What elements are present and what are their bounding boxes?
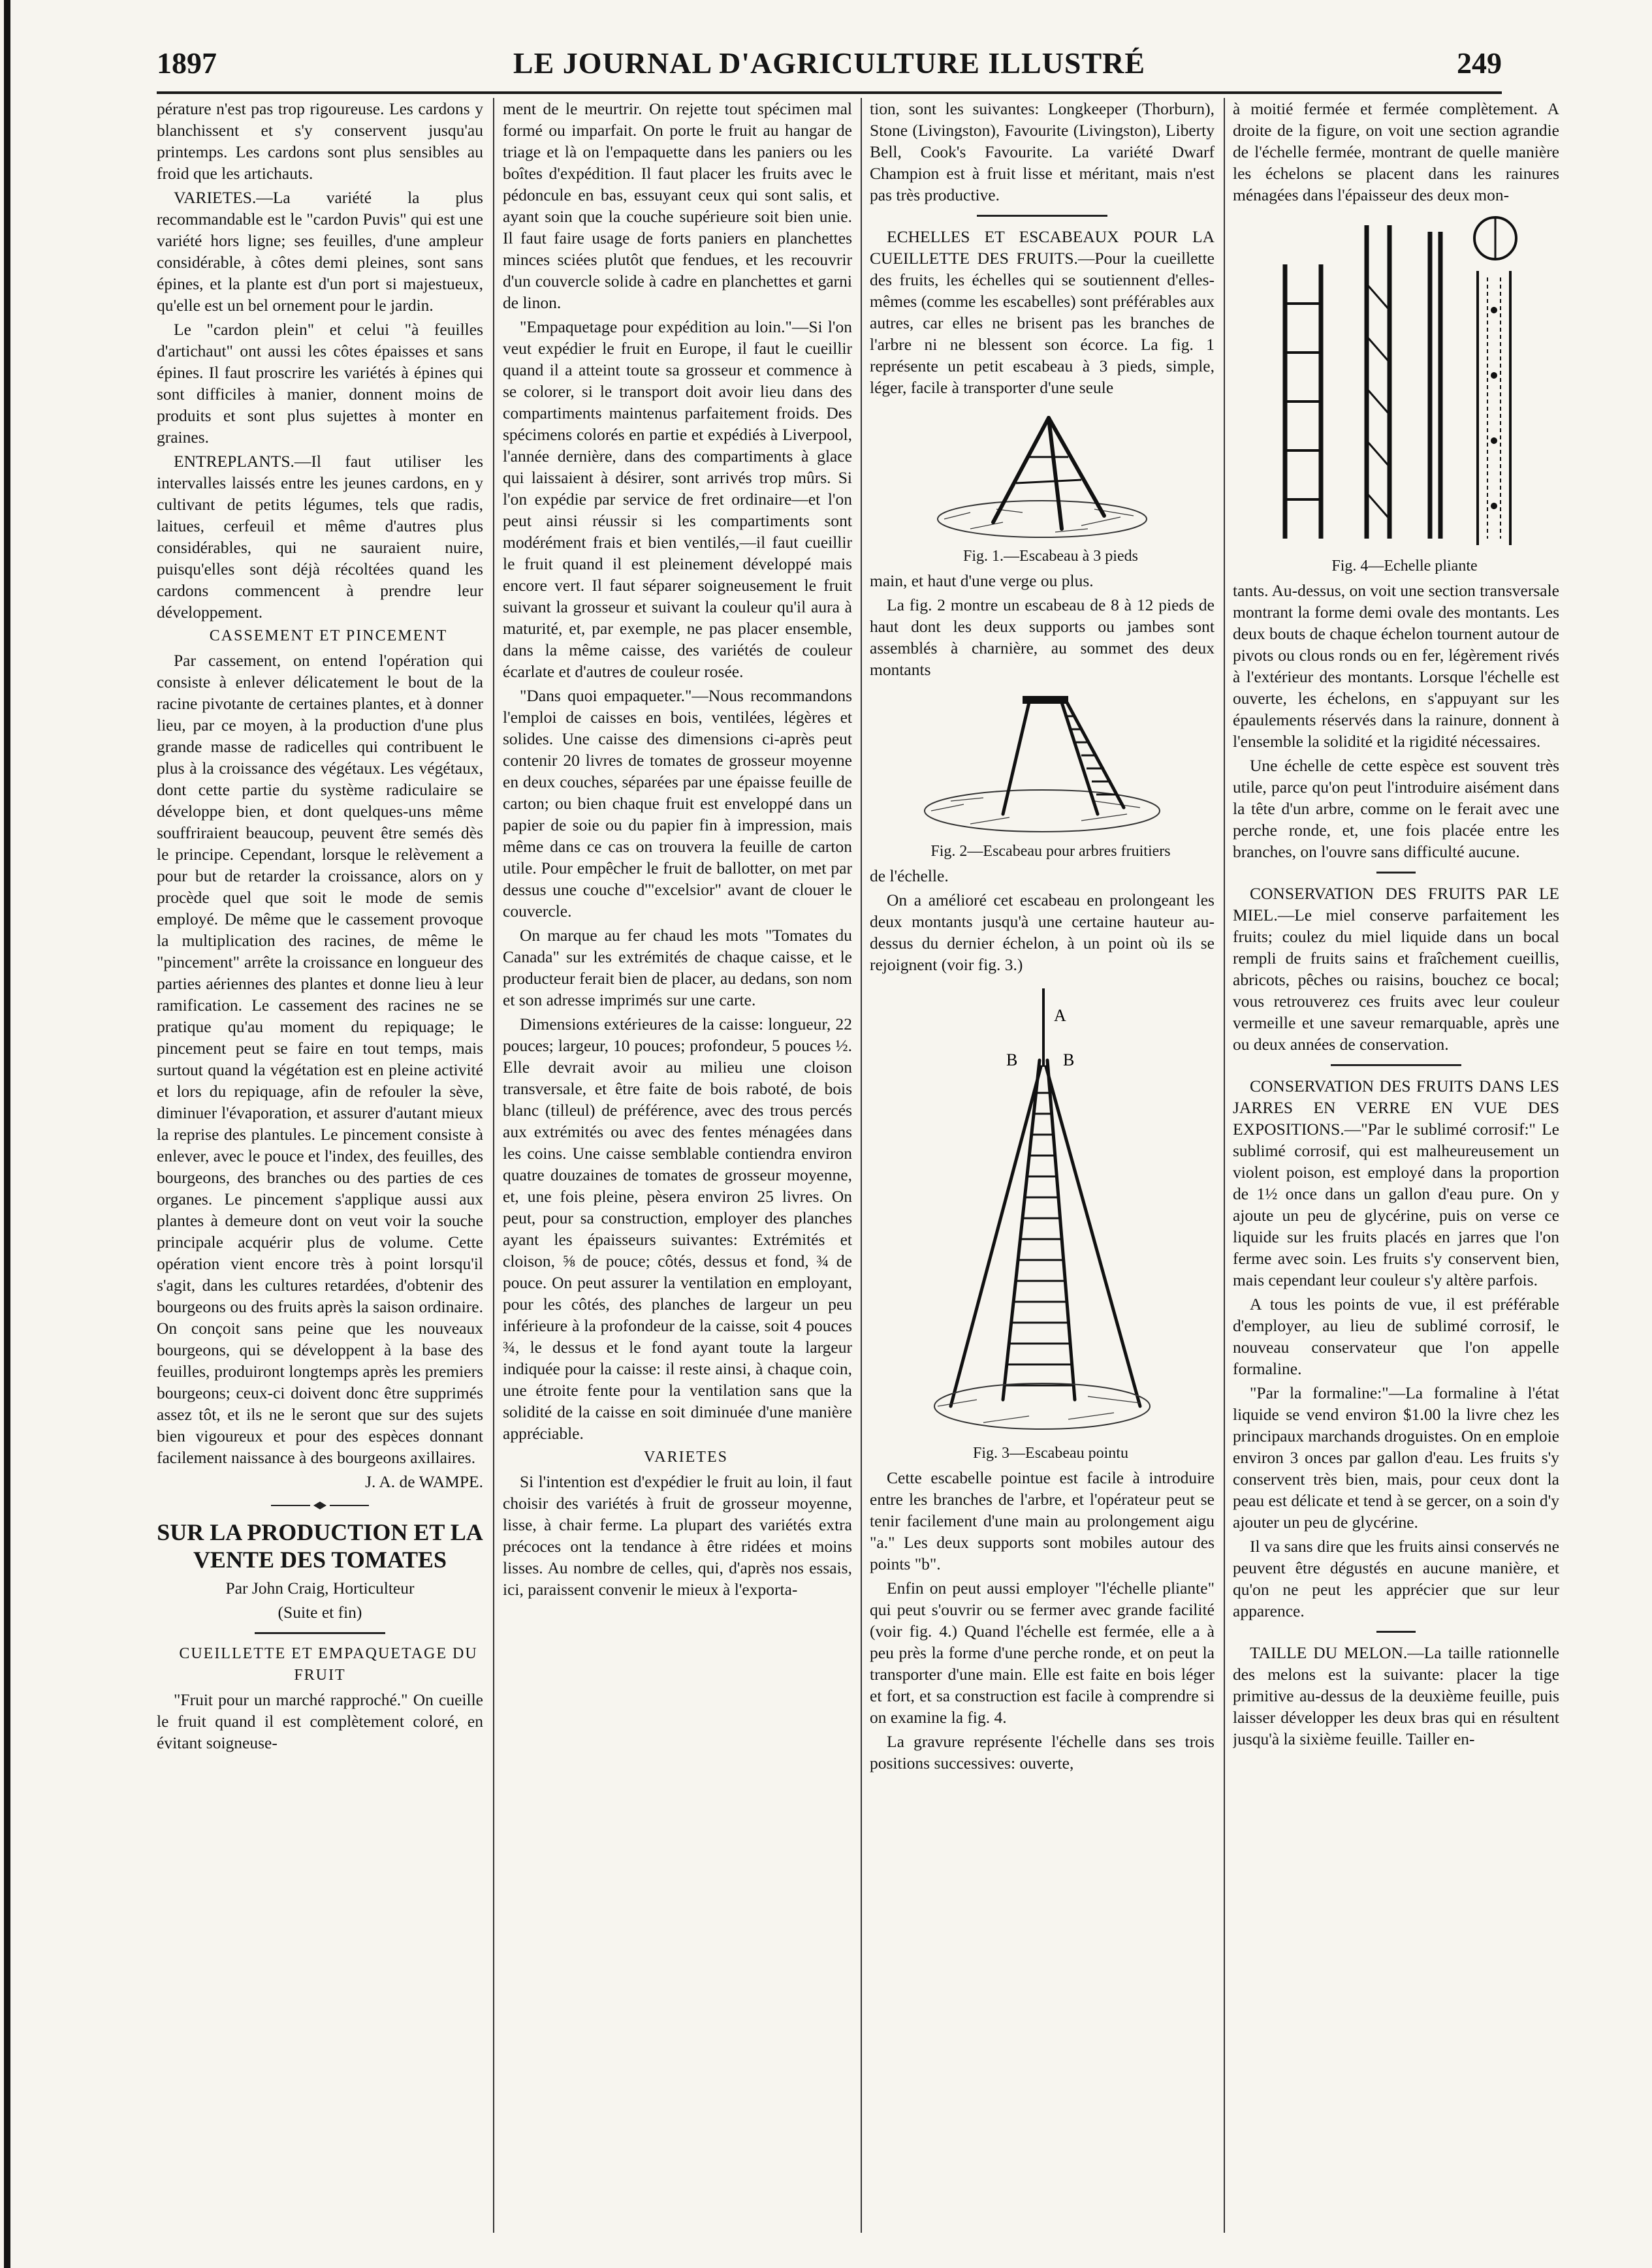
page-number: 249 <box>1457 46 1502 80</box>
column-divider <box>861 98 862 2233</box>
page-header <box>157 46 1502 98</box>
figure-1-stepladder <box>870 405 1215 542</box>
fruit-tree-stepladder-illustration <box>912 687 1173 837</box>
pointed-ladder-illustration <box>925 982 1160 1439</box>
figure-3-pointed-ladder <box>870 982 1215 1439</box>
short-rule <box>977 215 1107 217</box>
figure-2-stepladder <box>870 687 1215 837</box>
paragraph: ment de le meurtrir. On rejette tout spécimen mal formé ou imparfait. On porte le fruit au hangar de triage et là on l'empaquette dans les paniers ou les boîtes d'expédition. Il faut placer les fruits avec le pédoncule en bas, essuyant ceux qui sont salis, et ayant soin que la couche supérieure soit bien unie. Il faut faire usage de forts paniers en planchettes minces sciées plutôt que fendues, et les recouvrir d'un couvercle solide à cadre en planchettes et garni de linon. <box>503 99 852 312</box>
paragraph: de l'échelle. <box>870 866 949 885</box>
paragraph: Cette escabelle pointue est facile à introduire entre les branches de l'arbre, et l'opérateur peut se tenir facilement d'une main au prolongement aigu "a." Les deux supports sont mobiles autour des points "b". <box>870 1468 1215 1573</box>
paragraph: "Empaquetage pour expédition au loin."—Si l'on veut expédier le fruit en Europe, il faut le cueillir quand il a atteint toute sa grosseur et commence à se colorer, si le transport doit avoir lieu dans des compartiments maintenus parfaitement froids. Des spécimens colorés en partie et expédiés à Liverpool, l'année dernière, dans des compartiments à glace qui laissaient à désirer, sont arrivés trop mûrs. Si l'on expédie par service de fret ordinaire—et l'on peut ainsi réussir si les compartiments sont modérément frais et bien ventilés,—il faut cueillir le fruit quand il est pleinement développé mais encore vert. Il faut séparer soigneusement le fruit suivant la grosseur et suivant la couleur qu'il aura à maturité, et, par exemple, ne pas placer ensemble, dans la même caisse, des variétés de couleur écarlate et d'autres de couleur rosée. <box>503 317 852 681</box>
paragraph: On marque au fer chaud les mots "Tomates du Canada" sur les extrémités de chaque caisse, et le producteur ferait bien de placer, au dedans, son nom et son adresse imprimés sur une carte. <box>503 926 852 1009</box>
label-a: A <box>1054 1006 1066 1025</box>
short-rule <box>1376 1631 1416 1633</box>
section-heading: CASSEMENT ET PINCEMENT <box>209 627 448 644</box>
folding-ladder-illustration <box>1259 212 1533 552</box>
ornament-divider <box>271 1500 369 1511</box>
paragraph: tants. Au-dessus, on voit une section transversale montrant la forme demi ovale des montants. Les deux bouts de chaque échelon tournent autour de pivots ou clous ronds ou en fer, légèrement rivés à l'extérieur des montants. Lorsque l'échelle est ouverte, les échelons, en s'appuyant sur les épaulements réservés dans la rainure, donnent à l'ensemble la solidité et la rigidité nécessaires. <box>1233 581 1559 751</box>
paragraph: ECHELLES ET ESCABEAUX POUR LA CUEILLETTE DES FRUITS.—Pour la cueillette des fruits, les échelles qui se soutiennent d'elles-mêmes (comme les escabelles) sont préférables aux autres, car elles ne brisent pas les branches de l'arbre ni ne blessent son écorce. La fig. 1 représente un petit escabeau à 3 pieds, simple, léger, facile à transporter d'une seule <box>870 227 1215 397</box>
paragraph: Une échelle de cette espèce est souvent très utile, parce qu'on peut l'introduire aisément dans la tête d'un arbre, comme on le ferait avec une perche ronde, et, une fois placée entre les branches, on l'ouvre sans difficulté aucune. <box>1233 756 1559 861</box>
label-b-left: B <box>1006 1050 1018 1069</box>
column-divider <box>493 98 494 2233</box>
paragraph: ENTREPLANTS.—Il faut utiliser les intervalles laissés entre les jeunes cardons, en y cultivant de petits légumes, tels que radis, laitues, cerfeuil et même d'autres plus considérables, qui ne sauraient nuire, puisqu'elles sont déjà récoltées quand les cardons commencent à prendre leur développement. <box>157 452 483 622</box>
byline: Par John Craig, Horticulteur <box>225 1579 415 1598</box>
paragraph: Le "cardon plein" et celui "à feuilles d'artichaut" ont aussi les côtes épaisses et sans épines. Il faut proscrire les variétés à épines qui sont difficiles à manier, donnent moins de produits et sont plus sujettes à monter en graines. <box>157 320 483 447</box>
paragraph: "Dans quoi empaqueter."—Nous recommandons l'emploi de caisses en bois, ventilées, légères et solides. Une caisse des dimensions ci-après peut contenir 20 livres de tomates de grosseur moyenne en deux couches, séparées par une épaisse feuille de carton; ou bien chaque fruit est enveloppé dans un papier de soie ou du papier fin à impression, mais même dans ce cas on trouvera la feuille de carton utile. Pour empêcher le fruit de ballotter, on met par dessus une couche d'"excelsior" avant de clouer le couvercle. <box>503 686 852 921</box>
header-rule <box>157 91 1502 94</box>
figure-caption: Fig. 1.—Escabeau à 3 pieds <box>963 548 1138 565</box>
suite-note: (Suite et fin) <box>278 1603 362 1622</box>
figure-caption: Fig. 2—Escabeau pour arbres fruitiers <box>930 843 1171 860</box>
paragraph: main, et haut d'une verge ou plus. <box>870 571 1094 590</box>
paragraph: pérature n'est pas trop rigoureuse. Les cardons y blanchissent et s'y conservent jusqu'au printemps. Les cardons sont plus sensibles au froid que les artichauts. <box>157 99 483 183</box>
paragraph: tion, sont les suivantes: Longkeeper (Thorburn), Stone (Livingston), Favourite (Livingston), Liberty Bell, Cook's Favourite. La variété Dwarf Champion est à fruit lisse et méritant, mais n'est pas très productive. <box>870 99 1215 204</box>
paragraph: VARIETES.—La variété la plus recommandable est le "cardon Puvis" qui est une variété hors ligne; ses feuilles, d'une ampleur considérable, à côtes demi pleines, sont sans épines, et la plante est d'un port si majestueux, qu'elle est un bel ornement pour le jardin. <box>157 188 483 315</box>
short-rule <box>255 1632 385 1634</box>
column-2 <box>503 98 852 2233</box>
paragraph: La fig. 2 montre un escabeau de 8 à 12 pieds de haut dont les deux supports ou jambes sont assemblés à charnière, au sommet des deux montants <box>870 595 1215 679</box>
figure-caption: Fig. 3—Escabeau pointu <box>973 1445 1128 1462</box>
page-spine <box>4 0 10 2268</box>
three-leg-stepladder-illustration <box>931 405 1153 542</box>
column-3 <box>870 98 1215 2233</box>
paragraph: Enfin on peut aussi employer "l'échelle pliante" qui peut s'ouvrir ou se fermer avec grande facilité (voir fig. 4.) Quand l'échelle est fermée, elle a à peu près la forme d'une perche ronde, et on peut la transporter d'une main. Elle est faite en bois léger et fort, et sa construction est facile à comprendre si on examine la fig. 4. <box>870 1579 1215 1727</box>
paragraph: A tous les points de vue, il est préférable d'employer, au lieu de sublimé corrosif, le nouveau conservateur que l'on appelle formaline. <box>1233 1295 1559 1378</box>
journal-title: LE JOURNAL D'AGRICULTURE ILLUSTRÉ <box>513 46 1146 80</box>
figure-4-folding-ladder <box>1233 212 1559 552</box>
section-heading: VARIETES <box>644 1449 728 1466</box>
short-rule <box>1331 1064 1461 1066</box>
article-title: SUR LA PRODUCTION ET LA VENTE DES TOMATES <box>157 1519 483 1573</box>
label-b-right: B <box>1063 1050 1075 1069</box>
paragraph: Si l'intention est d'expédier le fruit au loin, il faut choisir des variétés à fruit de grosseur moyenne, lisse, à chair ferme. La plupart des variétés extra précoces ont la tendance à être ridées et moins lisses. Au nombre de celles, qui, d'après nos essais, ici, paraissent convenir le mieux à l'exporta- <box>503 1472 852 1599</box>
paragraph: Il va sans dire que les fruits ainsi conservés ne peuvent être dégustés en aucune manière, et qu'on ne peut les apprécier que sur leur apparence. <box>1233 1537 1559 1620</box>
paragraph: "Fruit pour un marché rapproché." On cueille le fruit quand il est complètement coloré, en évitant soigneuse- <box>157 1690 483 1752</box>
paragraph: Dimensions extérieures de la caisse: longueur, 22 pouces; largeur, 10 pouces; profondeur, 5 pouces ½. Elle devrait avoir au milieu une cloison transversale, et être faite de bois raboté, de bois blanc (tilleul) de préférence, avec des trous percés aux extrémités ou avec des fentes ménagées dans les coins. Une caisse semblable contiendra environ quatre douzaines de tomates de grosseur moyenne, et, une fois pleine, pèsera environ 25 livres. On peut, pour sa construction, employer des planches ayant les épaisseurs suivantes: Extrémités et cloison, ⅝ de pouce; côtés, dessus et fond, ¾ de pouce. On peut assurer la ventilation en employant, pour les côtés, des planches de largeur un peu inférieure à la profondeur de la caisse, soit 4 pouces ¾, le dessus et le fond ayant toute la largeur indiquée pour la caisse: il reste ainsi, à chaque coin, une étroite fente pour la ventilation sans que la solidité de la caisse en soit diminuée d'une manière appréciable. <box>503 1015 852 1443</box>
short-rule <box>1376 872 1416 874</box>
paragraph: "Par la formaline:"—La formaline à l'état liquide se vend environ $1.00 la livre chez les principaux marchands droguistes. On en emploie environ 3 onces par gallon d'eau. Les fruits s'y conservent très bien, mais, pour ceux dont la peau est délicate et tend à se gercer, on a soin d'y ajouter un peu de glycérine. <box>1233 1383 1559 1532</box>
column-divider <box>1224 98 1225 2233</box>
paragraph: CONSERVATION DES FRUITS PAR LE MIEL.—Le miel conserve parfaitement les fruits; coulez du miel liquide dans un bocal rempli de fruits sains et fraîchement cueillis, abricots, pêches ou raisins, bouchez ce bocal; vous retrouverez ces fruits avec leur couleur vermeille et une saveur remarquable, après une ou deux années de conservation. <box>1233 884 1559 1054</box>
paragraph: La gravure représente l'échelle dans ses trois positions successives: ouverte, <box>870 1732 1215 1772</box>
section-heading: CUEILLETTE ET EMPAQUETAGE DU FRUIT <box>179 1645 478 1684</box>
paragraph: CONSERVATION DES FRUITS DANS LES JARRES EN VERRE EN VUE DES EXPOSITIONS.—"Par le sublimé corrosif:" Le sublimé corrosif, qui est malheureusement un violent poison, est employé dans la proportion de 1½ once dans un gallon d'eau pure. On y ajoute un peu de glycérine, puis on verse ce liquide sur les fruits placés en jarres que l'on ferme avec soin. Les fruits s'y conservent bien, mais cependant leur couleur s'y altère parfois. <box>1233 1077 1559 1289</box>
figure-caption: Fig. 4—Echelle pliante <box>1331 558 1478 575</box>
paragraph: TAILLE DU MELON.—La taille rationnelle des melons est la suivante: placer la tige primitive au-dessus de la deuxième feuille, puis laisser développer les deux bras qui en résultent jusqu'à la sixième feuille. Tailler en- <box>1233 1643 1559 1748</box>
paragraph: à moitié fermée et fermée complètement. A droite de la figure, on voit une section agrandie de l'échelle fermée, montrant de quelle manière les échelons se placent dans les rainures ménagées dans l'épaisseur des deux mon- <box>1233 99 1559 204</box>
paragraph: Par cassement, on entend l'opération qui consiste à enlever délicatement le bout de la racine pivotante de certaines plantes, et à donner lieu, par ce moyen, à la production d'une plus grande masse de radicelles qui contribuent le plus à la croissance des végétaux. Les végétaux, dont cette partie du système radiculaire se développe bien, et dont quelques-uns même souffriraient beaucoup, peuvent être semés dès le principe. Cependant, lorsque le relèvement a pour but de retarder la croissance, alors on y procède quel que soit le mode de semis employé. De même que le cassement provoque la multiplication des racines, de même le "pincement" arrête la croissance en longueur des parties aériennes des plantes et donne lieu à leur ramification. Le cassement des racines ne se pratique qu'au moment du repiquage; le pincement peut se faire en tout temps, mais surtout quand la végétation est en pleine activité et lors du repiquage, afin de refouler la sève, diminuer l'évaporation, et assurer d'autant mieux la reprise des plantules. Le pincement consiste à enlever, avec le pouce et l'index, des feuilles, des bourgeons, des branches ou des parties de ces organes. Le pincement s'applique aussi aux plantes à demeure dont on veut voir la souche principale acquérir plus de volume. Cette opération vient encore très à point lorsqu'il s'agit, dans les cultures retardées, d'obtenir des bourgeons ou des fruits après la saison ordinaire. On conçoit sans peine que les nouveaux bourgeons, qui se développent à la base des feuilles, produiront longtemps après les premiers bourgeons; ceux-ci doivent donc être supprimés assez tôt, et ils ne le seront que sur des sujets bien vigoureux et pour des espèces donnant facilement naissance à des bourgeons axillaires. <box>157 651 483 1467</box>
author-signature: J. A. de WAMPE. <box>365 1472 483 1491</box>
column-1 <box>157 98 483 2233</box>
paragraph: On a amélioré cet escabeau en prolongeant les deux montants jusqu'à une certaine hauteur au-dessus du dernier échelon, à un point où ils se rejoignent (voir fig. 3.) <box>870 890 1215 974</box>
header-year: 1897 <box>157 46 217 80</box>
column-4 <box>1233 98 1559 2233</box>
